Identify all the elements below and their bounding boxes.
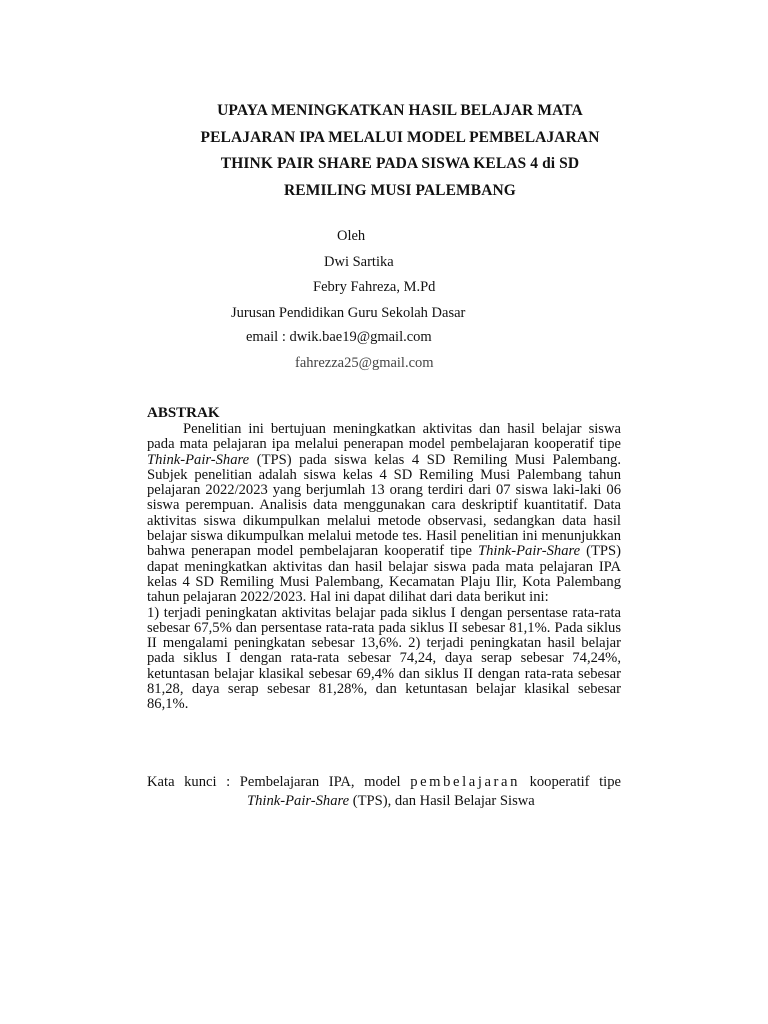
title-line: UPAYA MENINGKATKAN HASIL BELAJAR MATA	[217, 102, 583, 119]
title-line: PELAJARAN IPA MELALUI MODEL PEMBELAJARAN	[200, 128, 600, 146]
keywords-section	[147, 773, 621, 811]
text-run: Pembelajaran IPA, model	[239, 774, 411, 790]
email-secondary: fahrezza25@gmail.com	[295, 355, 434, 371]
italic-term: Think-Pair-Share	[147, 451, 250, 468]
text-run: (TPS), dan Hasil Belajar Siswa	[349, 793, 535, 809]
abstract-paragraph: 1) terjadi peningkatan aktivitas belajar pada siklus I dengan persentase rata-rata sebesar 67,5% dan persentase rata-rata pada siklus II sebesar 81,1%. Pada siklus II mengalami peningkatan sebesar 13,6%. 2) terjadi peningkatan hasil belajar pada siklus I dengan rata-rata sebesar 74,24, daya serap sebesar 74,24%, ketuntasan belajar klasikal sebesar 69,4% dan siklus II dengan rata-rata sebesar 81,28, daya serap sebesar 81,28%, dan ketuntasan belajar klasikal sebesar 86,1%.	[147, 604, 621, 713]
text-run: (TPS) pada siswa kelas 4 SD Remiling Musi Palembang. Subjek penelitian adalah siswa kelas 4 SD Remiling Musi Palembang tahun pelajaran 2022/2023 yang berjumlah 13 orang terdiri dari 07 siswa laki-laki 06 siswa perempuan. Analisis data menggunakan cara deskriptif kuantitatif. Data aktivitas siswa dikumpulkan melalui metode observasi, sedangkan data hasil belajar siswa dikumpulkan melalui metode tes. Hasil penelitian ini menunjukkan bahwa penerapan model pembelajaran kooperatif tipe	[147, 451, 621, 560]
author-name: Febry Fahreza, M.Pd	[313, 279, 436, 295]
abstract-body	[147, 422, 621, 713]
author-name: Dwi Sartika	[324, 254, 394, 270]
email-line: email : dwik.bae19@gmail.com	[246, 329, 432, 345]
keywords-line	[147, 773, 621, 792]
keywords-label: Kata kunci :	[147, 774, 240, 790]
italic-term: Think-Pair-Share	[247, 793, 350, 809]
text-run: (TPS) dapat meningkatkan aktivitas dan hasil belajar siswa pada mata pelajaran IPA kelas 4 SD Remiling Musi Palembang, Kecamatan Plaju Ilir, Kota Palembang tahun pelajaran 2022/2023. Hal ini dapat dilihat dari data berikut ini:	[147, 543, 621, 606]
text-run: pembelajaran	[410, 774, 520, 790]
abstract-section	[147, 404, 621, 713]
department: Jurusan Pendidikan Guru Sekolah Dasar	[231, 305, 466, 321]
italic-term: Think-Pair-Share	[478, 543, 581, 560]
title-line: REMILING MUSI PALEMBANG	[284, 181, 516, 199]
text-run: Penelitian ini bertujuan meningkatkan aktivitas dan hasil belajar siswa pada mata pelajaran ipa melalui penerapan model pembelajaran kooperatif tipe	[147, 421, 621, 453]
by-label: Oleh	[337, 228, 366, 244]
title-line: THINK PAIR SHARE PADA SISWA KELAS 4 di SD	[220, 155, 580, 172]
keywords-line	[147, 792, 621, 811]
abstract-paragraph	[147, 422, 621, 606]
abstract-heading: ABSTRAK	[147, 405, 220, 421]
text-run: kooperatif tipe	[520, 774, 621, 790]
paper-title	[0, 98, 768, 204]
